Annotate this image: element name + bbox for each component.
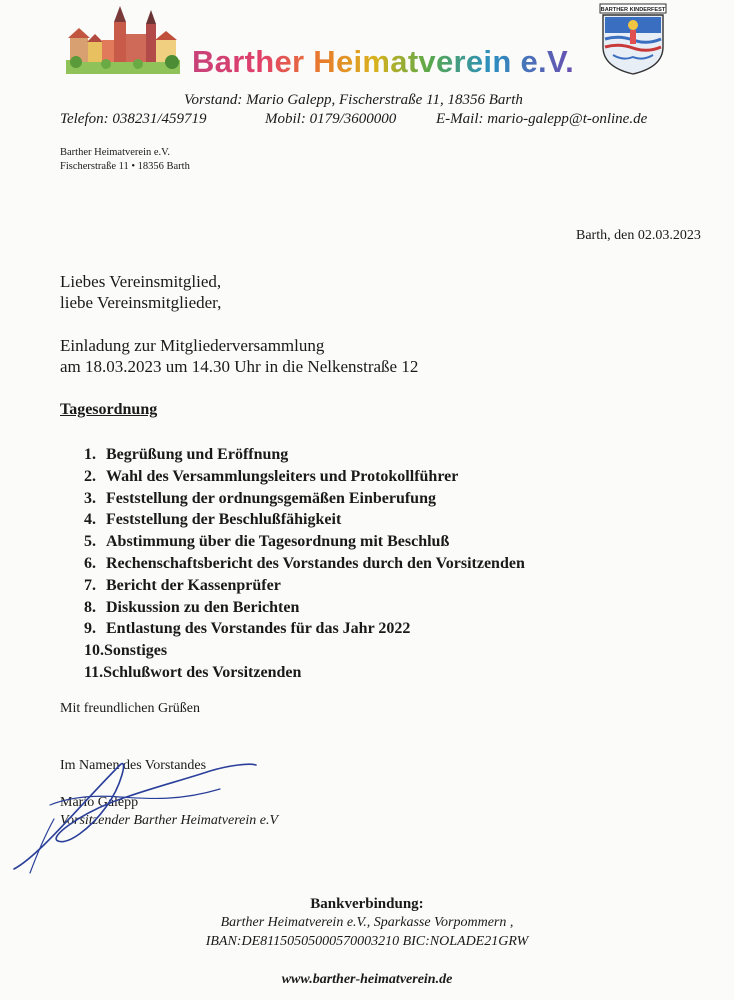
crest-shield-illustration bbox=[599, 3, 667, 75]
bank-line-1: Barther Heimatverein e.V., Sparkasse Vorpommern , bbox=[220, 915, 514, 930]
sender-address: Fischerstraße 11 • 18356 Barth bbox=[60, 161, 190, 172]
agenda-item bbox=[84, 597, 525, 619]
agenda-list bbox=[84, 444, 525, 684]
sender-name: Barther Heimatverein e.V. bbox=[60, 147, 171, 158]
agenda-item-number: 11. bbox=[84, 663, 104, 681]
crest-text: BARTHER KINDERFEST bbox=[600, 7, 666, 13]
website-link[interactable]: www.barther-heimatverein.de bbox=[281, 972, 453, 987]
on-behalf-line: Im Namen des Vorstandes bbox=[60, 758, 207, 773]
agenda-item-text: Diskussion zu den Berichten bbox=[106, 598, 300, 616]
agenda-item-text: Feststellung der ordnungsgemäßen Einberufung bbox=[106, 489, 436, 507]
agenda-item-text: Feststellung der Beschlußfähigkeit bbox=[106, 511, 342, 529]
agenda-item-number: 9. bbox=[84, 620, 96, 638]
agenda-item bbox=[84, 531, 525, 553]
closing-line: Mit freundlichen Grüßen bbox=[60, 701, 200, 716]
handwritten-signature bbox=[10, 745, 260, 875]
agenda-item-text: Schlußwort des Vorsitzenden bbox=[103, 663, 302, 681]
agenda-item bbox=[84, 466, 525, 488]
agenda-item-number: 3. bbox=[84, 489, 96, 507]
signer-role: Vorsitzender Barther Heimatverein e.V bbox=[60, 813, 278, 828]
agenda-heading: Tagesordnung bbox=[60, 401, 158, 418]
agenda-item-number: 1. bbox=[84, 446, 96, 463]
agenda-item bbox=[84, 662, 525, 684]
board-line: Vorstand: Mario Galepp, Fischerstraße 11, 18356 Barth bbox=[184, 92, 523, 108]
agenda-item bbox=[84, 640, 525, 662]
agenda-item-number: 8. bbox=[84, 598, 96, 616]
agenda-item-text: Wahl des Versammlungsleiters und Protokollführer bbox=[106, 467, 459, 485]
agenda-item-text: Bericht der Kassenprüfer bbox=[106, 576, 281, 594]
greeting-line-1: Liebes Vereinsmitglied, bbox=[60, 272, 222, 291]
agenda-item bbox=[84, 618, 525, 640]
organization-title: Barther Heimatverein e.V. bbox=[192, 44, 574, 79]
phone-line: Telefon: 038231/459719 bbox=[60, 111, 207, 127]
signature-stroke bbox=[10, 745, 260, 875]
agenda-item bbox=[84, 553, 525, 575]
agenda-item-text: Sonstiges bbox=[104, 642, 168, 660]
bank-line-2: IBAN:DE81150505000570003210 BIC:NOLADE21GRW bbox=[205, 934, 529, 949]
agenda-item-number: 6. bbox=[84, 554, 96, 572]
town-skyline-logo bbox=[66, 4, 180, 74]
mobile-line: Mobil: 0179/3600000 bbox=[265, 111, 397, 127]
agenda-item-text: Abstimmung über die Tagesordnung mit Beschluß bbox=[106, 533, 450, 551]
invitation-line-2: am 18.03.2023 um 14.30 Uhr in die Nelkenstraße 12 bbox=[60, 357, 419, 376]
agenda-item-number: 7. bbox=[84, 576, 96, 594]
signer-name: Mario Galepp bbox=[60, 795, 139, 810]
greeting-line-2: liebe Vereinsmitglieder, bbox=[60, 293, 222, 312]
agenda-item bbox=[84, 575, 525, 597]
agenda-item bbox=[84, 488, 525, 510]
agenda-item bbox=[84, 509, 525, 531]
email-line: E-Mail: mario-galepp@t-online.de bbox=[436, 111, 648, 127]
invitation-line-1: Einladung zur Mitgliederversammlung bbox=[60, 336, 325, 355]
agenda-item-number: 2. bbox=[84, 467, 96, 485]
agenda-item bbox=[84, 444, 525, 466]
agenda-item-number: 10. bbox=[84, 642, 104, 660]
agenda-item-number: 5. bbox=[84, 533, 96, 551]
agenda-item-text: Begrüßung und Eröffnung bbox=[106, 446, 289, 463]
date-line: Barth, den 02.03.2023 bbox=[576, 228, 701, 243]
agenda-item-text: Rechenschaftsbericht des Vorstandes durch den Vorsitzenden bbox=[106, 554, 525, 572]
agenda-item-text: Entlastung des Vorstandes für das Jahr 2022 bbox=[106, 620, 411, 638]
bank-heading: Bankverbindung: bbox=[310, 896, 424, 912]
town-skyline-illustration bbox=[66, 4, 180, 74]
kinderfest-crest bbox=[599, 3, 667, 75]
agenda-item-number: 4. bbox=[84, 511, 96, 529]
